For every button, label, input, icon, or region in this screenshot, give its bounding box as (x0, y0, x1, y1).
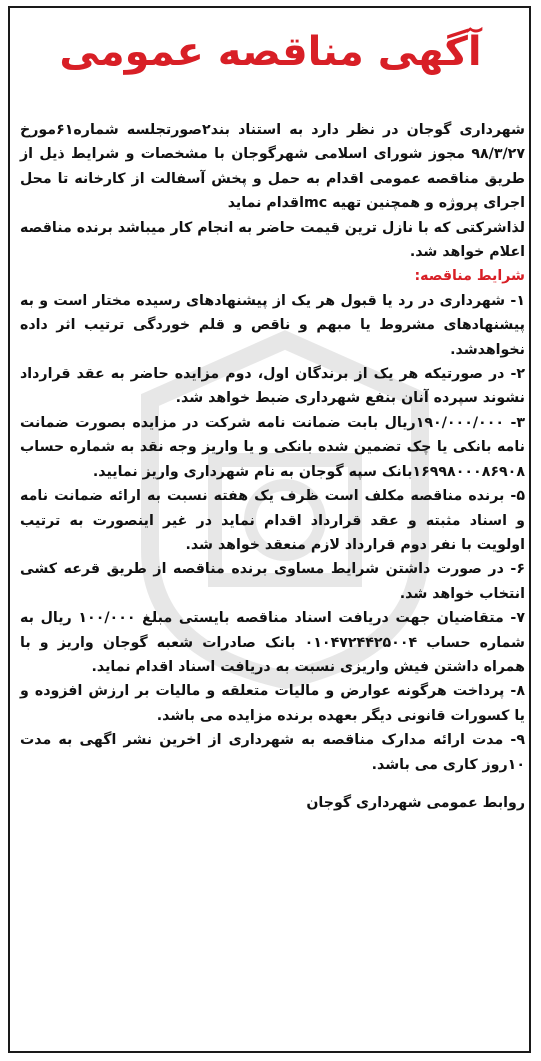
condition-item: ۸- پرداخت هرگونه عوارض و مالیات متعلقه و مالیات بر ارزش افزوده و یا کسورات قانونی دیگر بعهده برنده مزایده می باشد. (20, 683, 525, 724)
intro-paragraph-2: لذاشرکتی که با نازل ترین قیمت حاضر به انجام کار میباشد برنده مناقصه اعلام خواهد شد. (20, 219, 525, 261)
notice-title: آگهی مناقصه عمومی (59, 29, 482, 75)
notice-body (20, 118, 525, 815)
condition-item: ۹- مدت ارائه مدارک مناقصه به شهرداری از اخرین نشر اگهی به مدت ۱۰روز کاری می باشد. (20, 732, 525, 773)
condition-item: ۶- در صورت داشتن شرایط مساوی برنده مناقصه از طریق قرعه کشی انتخاب خواهد شد. (20, 561, 525, 602)
condition-item: ۱- شهرداری در رد یا قبول هر یک از پیشنهادهای رسیده مختار است و به پیشنهادهای مشروط یا مبهم و ناقص و قلم خوردگی ترتیب اثر داده نخواهدشد. (20, 292, 525, 358)
condition-item: ۲- در صورتیکه هر یک از برندگان اول، دوم مزایده حاضر به عقد قرارداد نشوند سپرده آنان بنفع شهرداری ضبط خواهد شد. (20, 366, 525, 407)
title-area (0, 30, 541, 74)
conditions-title: شرایط مناقصه: (414, 268, 525, 285)
footer-signature: روابط عمومی شهرداری گوجان (306, 794, 525, 811)
condition-item: ۳- ۱۹۰/۰۰۰/۰۰۰ریال بابت ضمانت نامه شرکت در مزایده بصورت ضمانت نامه بانکی یا چک تضمین شده بانکی و یا واریز وجه نقد به شماره حساب ۱۶۹۹۸۰۰۰۸۶۹۰۸بانک سپه گوجان به نام شهرداری واریز نمایید. (20, 414, 525, 480)
condition-item: ۷- متقاضیان جهت دریافت اسناد مناقصه بایستی مبلغ ۱۰۰/۰۰۰ ریال به شماره حساب ۰۱۰۴۷۲۴۴۲۵۰۰۴ بانک صادرات شعبه گوجان واریز و با همراه داشتن فیش واریزی نسبت به دریافت اسناد اقدام نماید. (20, 610, 525, 675)
intro-paragraph: شهرداری گوجان در نظر دارد به استناد بند۲صورتجلسه شماره۶۱مورخ ۹۸/۳/۲۷ مجوز شورای اسلامی شهرگوجان با مشخصات و شرایط ذیل از طریق مناقصه عمومی اقدام به حمل و پخش آسفالت از کارخانه تا محل اجرای پروژه و همچنین تهیه mcاقدام نماید (20, 122, 525, 212)
condition-item: ۵- برنده مناقصه مکلف است ظرف یک هفته نسبت به ارائه ضمانت نامه و اسناد مثبته و عقد قرارداد اقدام نماید در غیر اینصورت به ترتیب اولویت با نفر دوم قرارداد لازم منعقد خواهد شد. (20, 488, 525, 553)
